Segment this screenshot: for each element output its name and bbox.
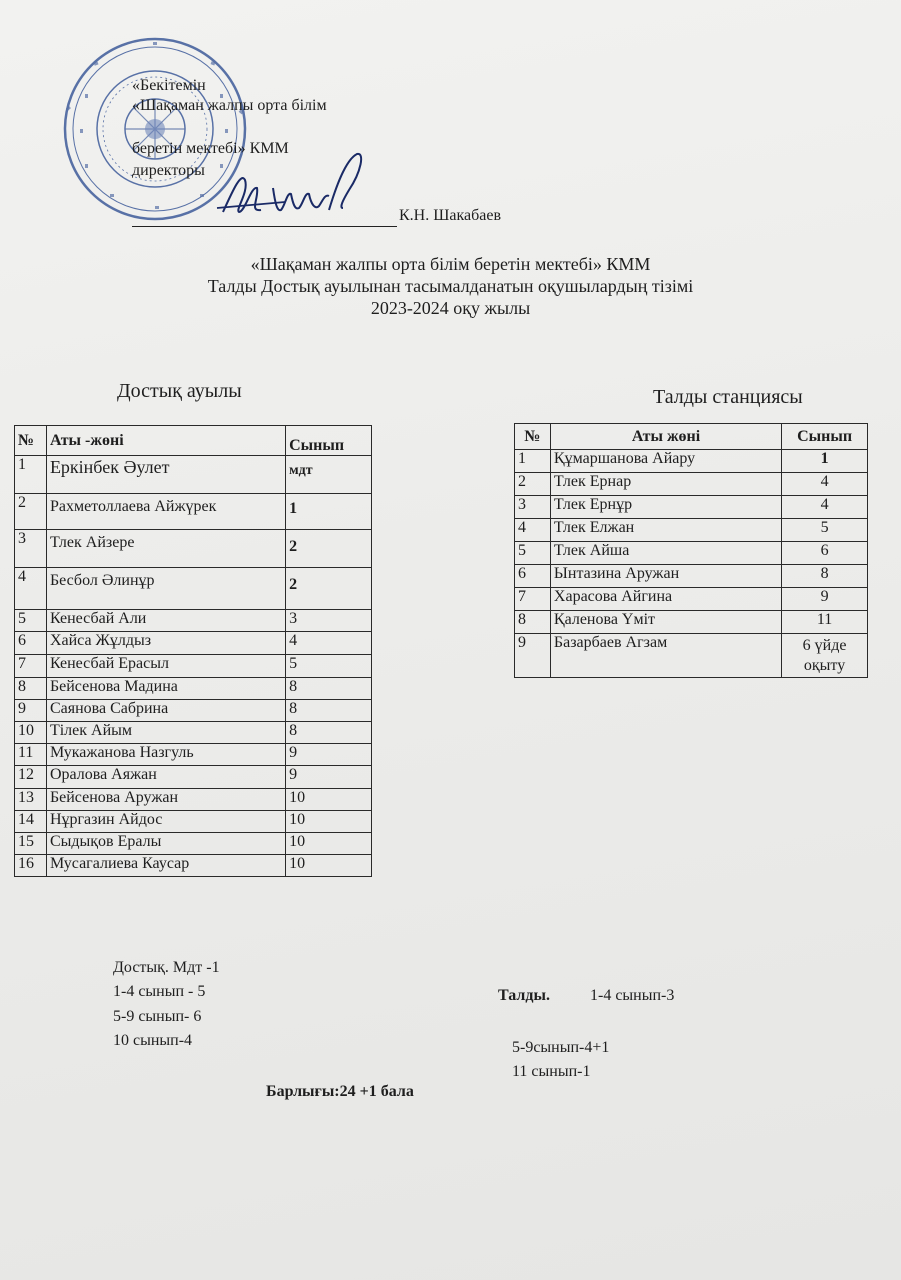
table-row: 7 Кенесбай Ерасыл 5 (15, 655, 372, 678)
taldy-students-table (514, 423, 868, 678)
table-row: 11 Мукажанова Назгуль 9 (15, 744, 372, 766)
table-row: 5 Тлек Айша 6 (515, 542, 868, 565)
table-row: 16 Мусагалиева Каусар 10 (15, 855, 372, 877)
dostyk-students-table (14, 425, 372, 877)
col-number: № (15, 426, 47, 456)
summary-total: Барлығы:24 +1 бала (266, 1083, 414, 1100)
table-row: 5 Кенесбай Али 3 (15, 610, 372, 632)
signature-line (132, 226, 397, 227)
col-name: Аты -жөні (46, 426, 285, 456)
table-header-row (15, 426, 372, 456)
approval-line-3: беретін мектебі» КММ (132, 140, 289, 157)
summary-taldy-11: 11 сынып-1 (512, 1063, 591, 1080)
col-number: № (515, 424, 551, 450)
approval-line-4: директоры (132, 162, 205, 179)
table-row: 3 Тлек Ернұр 4 (515, 496, 868, 519)
table-header-row (515, 424, 868, 450)
summary-taldy-label: Талды. (498, 987, 550, 1004)
table-row: 8 Бейсенова Мадина 8 (15, 678, 372, 700)
table-row: 14 Нұргазин Айдос 10 (15, 811, 372, 833)
table-row: 6 Ынтазина Аружан 8 (515, 565, 868, 588)
table-row: 10 Тілек Айым 8 (15, 722, 372, 744)
approval-line-2: «Шақаман жалпы орта білім (132, 97, 327, 114)
director-name: К.Н. Шакабаев (399, 207, 501, 224)
table-row: 4 Тлек Елжан 5 (515, 519, 868, 542)
school-title: «Шақаман жалпы орта білім беретін мектебі» КММ (250, 254, 651, 274)
table-row: 4 Бесбол Әлинұр 2 (15, 568, 372, 610)
summary-dostyk-10: 10 сынып-4 (113, 1032, 193, 1049)
table-row: 9 Саянова Сабрина 8 (15, 700, 372, 722)
table-row: 8 Қаленова Үміт 11 (515, 611, 868, 634)
list-title: Талды Достық ауылынан тасымалданатын оқушылардың тізімі (207, 276, 694, 296)
table-row: 12 Оралова Аяжан 9 (15, 766, 372, 789)
summary-taldy-1-4: 1-4 сынып-3 (590, 987, 675, 1004)
summary-dostyk-mdt: Достық. Мдт -1 (113, 959, 220, 976)
table-row: 6 Хайса Жұлдыз 4 (15, 632, 372, 655)
table-row: 3 Тлек Айзере 2 (15, 530, 372, 568)
table-row: 2 Рахметоллаева Айжүрек 1 (15, 494, 372, 530)
table-row: 9 Базарбаев Агзам 6 үйде оқыту (515, 634, 868, 678)
table-row: 15 Сыдықов Ералы 10 (15, 833, 372, 855)
summary-dostyk-1-4: 1-4 сынып - 5 (113, 983, 206, 1000)
director-signature-icon (215, 150, 385, 230)
table-row: 2 Тлек Ернар 4 (515, 473, 868, 496)
col-grade: Сынып (286, 426, 372, 456)
summary-dostyk-5-9: 5-9 сынып- 6 (113, 1008, 202, 1025)
summary-taldy-5-9: 5-9сынып-4+1 (512, 1039, 610, 1056)
right-section-title: Талды станциясы (653, 386, 803, 408)
academic-year: 2023-2024 оқу жылы (370, 298, 531, 318)
table-row: 1 Құмаршанова Айару 1 (515, 450, 868, 473)
col-grade: Сынып (782, 424, 868, 450)
left-section-title: Достық ауылы (117, 380, 242, 402)
table-row: 7 Харасова Айгина 9 (515, 588, 868, 611)
col-name: Аты жөні (550, 424, 781, 450)
table-row: 13 Бейсенова Аружан 10 (15, 789, 372, 811)
approval-line-1: «Бекітемін (132, 77, 206, 94)
table-row: 1 Еркінбек Әулет мдт (15, 456, 372, 494)
